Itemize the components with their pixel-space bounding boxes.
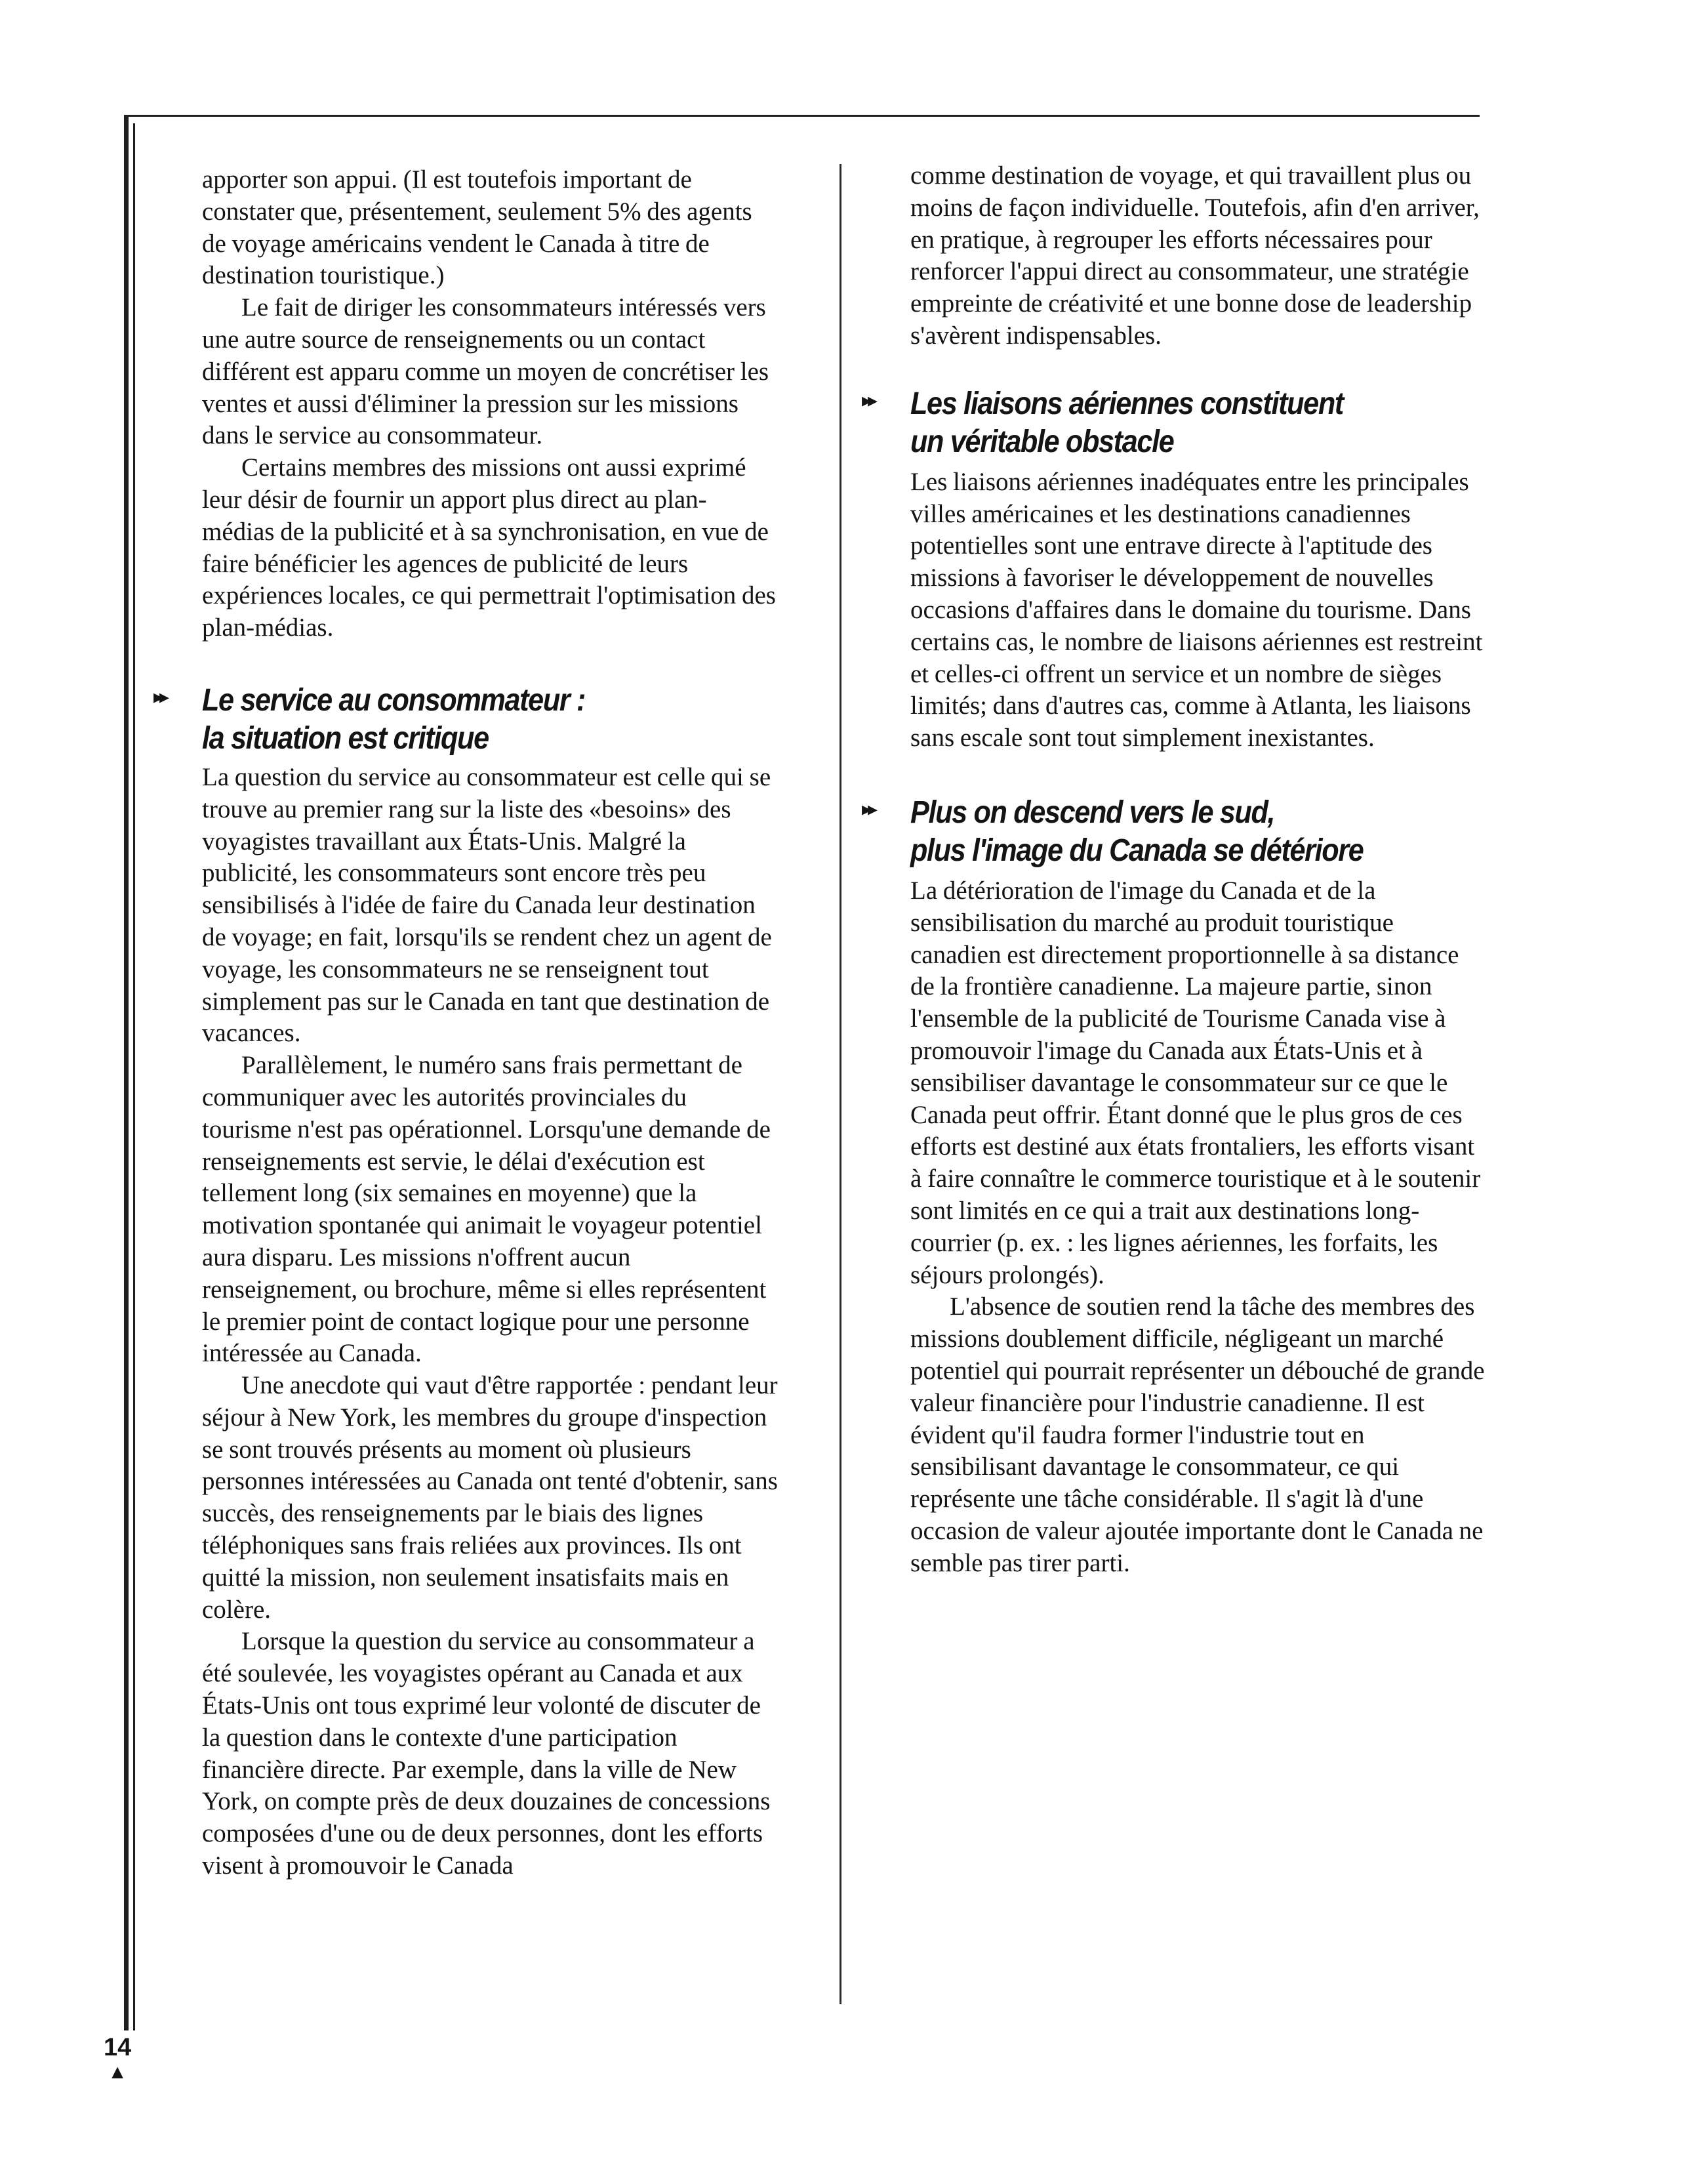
column-divider — [840, 164, 841, 2004]
body-paragraph: Parallèlement, le numéro sans frais permettant de communiquer avec les autorités provinciales du tourisme n'est pas opérationnel. Lorsqu'une demande de renseignements est servie, le délai d'exécution est tellement long (six semaines en moyenne) que la motivation spontanée qui animait le voyageur potentiel aura disparu. Les missions n'offrent aucun renseignement, ou brochure, même si elles représentent le premier point de contact logique pour une personne intéressée au Canada. — [202, 1051, 771, 1368]
body-paragraph: Une anecdote qui vaut d'être rapportée : pendant leur séjour à New York, les membres du groupe d'inspection se sont trouvés présents au moment où plusieurs personnes intéressées au Canada ont tenté d'obtenir, sans succès, des renseignements par le biais des lignes téléphoniques sans frais reliées aux provinces. Ils ont quitté la mission, non seulement insatisfaits mais en colère. — [202, 1371, 778, 1624]
heading-line: plus l'image du Canada se détériore — [910, 833, 1364, 868]
left-margin-bar-thin — [133, 123, 135, 2030]
heading-line: Plus on descend vers le sud, — [910, 794, 1275, 830]
left-column — [153, 164, 779, 1882]
double-arrow-icon: ▸▸ — [153, 685, 166, 709]
body-paragraph: L'absence de soutien rend la tâche des membres des missions doublement difficile, négligeant un marché potentiel qui pourrait représenter un débouché de grande valeur financière pour l'industrie canadienne. Il est évident qu'il faudra former l'industrie tout en sensibilisant davantage le consommateur, ce qui représente une tâche considérable. Il s'agit là d'une occasion de valeur ajoutée importante dont le Canada ne semble pas tirer parti. — [910, 1292, 1485, 1577]
triangle-icon: ▲ — [108, 2061, 127, 2083]
page-folio — [104, 2034, 131, 2084]
body-paragraph: apporter son appui. (Il est toutefois important de constater que, présentement, seulement 5% des agents de voyage américains vendent le Canada à titre de destination touristique.) — [202, 165, 752, 290]
section-heading-air-links — [862, 385, 1488, 461]
body-paragraph: Les liaisons aériennes inadéquates entre les principales villes américaines et les destinations canadiennes potentielles sont une entrave directe à l'aptitude des missions à favoriser le développement de nouvelles occasions d'affaires dans le domaine du tourisme. Dans certains cas, le nombre de liaisons aériennes est restreint et celles-ci offrent un service et un nombre de sièges limités; dans d'autres cas, comme à Atlanta, les liaisons sans escale sont tout simplement inexistantes. — [910, 467, 1483, 752]
body-paragraph: Certains membres des missions ont aussi exprimé leur désir de fournir un apport plus direct au plan-médias de la publicité et à sa synchronisation, en vue de faire bénéficier les agences de publicité de leurs expériences locales, ce qui permettrait l'optimisation des plan-médias. — [202, 453, 776, 642]
top-rule — [127, 115, 1480, 117]
section-heading-service — [153, 682, 779, 758]
heading-line: un véritable obstacle — [910, 424, 1174, 459]
body-paragraph: comme destination de voyage, et qui travaillent plus ou moins de façon individuelle. Toutefois, afin d'en arriver, en pratique, à regrouper les efforts nécessaires pour renforcer l'appui direct au consommateur, une stratégie empreinte de créativité et une bonne dose de leadership s'avèrent indispensables. — [910, 161, 1480, 350]
double-arrow-icon: ▸▸ — [862, 388, 874, 412]
heading-line: Les liaisons aériennes constituent — [910, 386, 1343, 421]
double-arrow-icon: ▸▸ — [862, 797, 874, 821]
section-heading-image-south — [862, 794, 1488, 870]
right-column — [862, 160, 1488, 1579]
heading-line: Le service au consommateur : — [202, 682, 586, 718]
body-paragraph: La question du service au consommateur est celle qui se trouve au premier rang sur la liste des «besoins» des voyagistes travaillant aux États-Unis. Malgré la publicité, les consommateurs sont encore très peu sensibilisés à l'idée de faire du Canada leur destination de voyage; en fait, lorsqu'ils se rendent chez un agent de voyage, les consommateurs ne se renseignent tout simplement pas sur le Canada en tant que destination de vacances. — [202, 762, 772, 1048]
body-paragraph: La détérioration de l'image du Canada et de la sensibilisation du marché au produit touristique canadien est directement proportionnelle à sa distance de la frontière canadienne. La majeure partie, sinon l'ensemble de la publicité de Tourisme Canada vise à promouvoir l'image du Canada aux États-Unis et à sensibiliser davantage le consommateur sur ce que le Canada peut offrir. Étant donné que le plus gros de ces efforts est destiné aux états frontaliers, les efforts visant à faire connaître le commerce touristique et à le soutenir sont limités en ce qui a trait aux destinations long-courrier (p. ex. : les lignes aériennes, les forfaits, les séjours prolongés). — [910, 876, 1481, 1289]
body-paragraph: Le fait de diriger les consommateurs intéressés vers une autre source de renseignements ou un contact différent est apparu comme un moyen de concrétiser les ventes et aussi d'éliminer la pression sur les missions dans le service au consommateur. — [202, 293, 769, 450]
body-paragraph: Lorsque la question du service au consommateur a été soulevée, les voyagistes opérant au Canada et aux États-Unis ont tous exprimé leur volonté de discuter de la question dans le contexte d'une participation financière directe. Par exemple, dans la ville de New York, on compte près de deux douzaines de concessions composées d'une ou de deux personnes, dont les efforts visent à promouvoir le Canada — [202, 1627, 771, 1880]
left-margin-bar — [124, 115, 129, 2030]
page-number: 14 — [104, 2034, 132, 2061]
heading-line: la situation est critique — [202, 720, 489, 756]
